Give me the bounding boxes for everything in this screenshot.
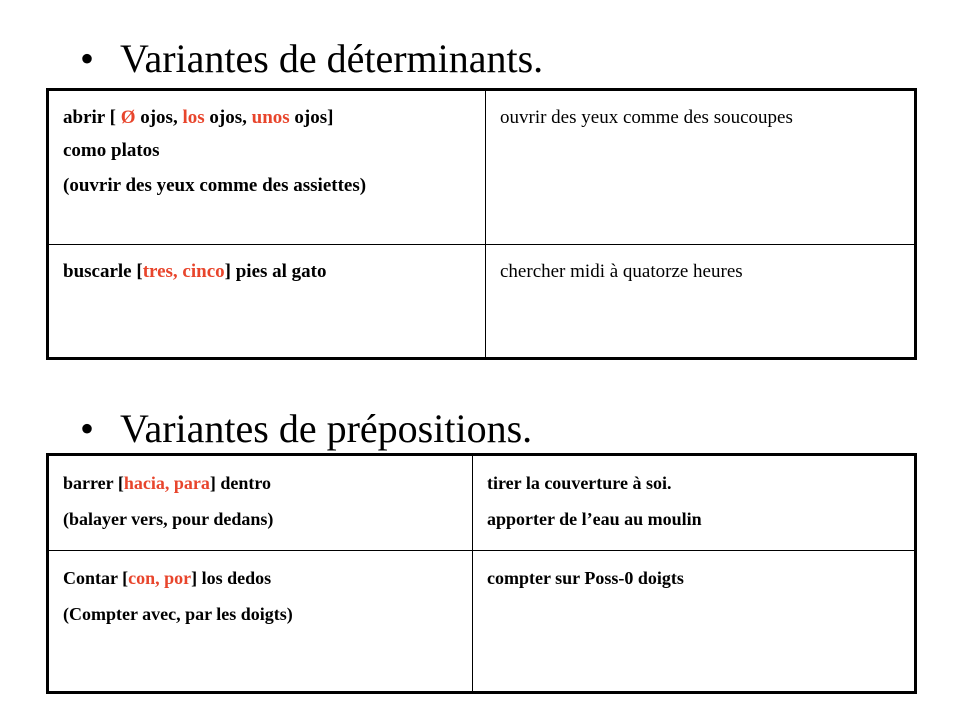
table-row (48, 455, 916, 551)
french-equivalent: chercher midi à quatorze heures (500, 261, 743, 282)
expression-text: como platos (63, 140, 160, 161)
french-equivalent: ouvrir des yeux comme des soucoupes (500, 107, 793, 128)
literal-translation: (Compter avec, par les doigts) (63, 604, 293, 624)
french-equivalent-cell (473, 455, 916, 551)
french-equivalent: tirer la couverture à soi. (487, 473, 672, 493)
prepositions-table (46, 453, 917, 694)
variant-highlight: con, por (128, 568, 192, 588)
french-equivalent-cell (486, 90, 916, 245)
bullet-icon: • (80, 406, 95, 451)
table-row (48, 245, 916, 359)
expression-text: buscarle [ (63, 261, 143, 282)
spanish-expression (63, 561, 460, 595)
expression-text: ] los dedos (191, 568, 272, 588)
variant-highlight: Ø (120, 107, 136, 128)
spanish-expression (63, 466, 460, 500)
expression-text: abrir [ (63, 107, 121, 128)
heading-determinants-text: Variantes de déterminants. (120, 36, 544, 81)
expression-text: barrer [ (63, 473, 124, 493)
literal-translation: (ouvrir des yeux comme des assiettes) (63, 175, 367, 196)
table-row (48, 551, 916, 693)
french-equivalent: apporter de l’eau au moulin (487, 509, 702, 529)
expression-text: ] dentro (209, 473, 271, 493)
literal-translation: (balayer vers, pour dedans) (63, 509, 274, 529)
variant-highlight: los (182, 107, 205, 128)
bullet-icon: • (80, 36, 95, 81)
french-equivalent-cell (473, 551, 916, 693)
spanish-expression-cell (48, 245, 486, 359)
spanish-expression (63, 255, 473, 288)
variant-highlight: tres, cinco (142, 261, 225, 282)
expression-text: Contar [ (63, 568, 129, 588)
variant-highlight: unos (251, 107, 290, 128)
determinants-table (46, 88, 917, 360)
spanish-expression-cell (48, 90, 486, 245)
spanish-expression-cell (48, 455, 473, 551)
expression-text: ojos, (204, 107, 252, 128)
french-equivalent-cell (486, 245, 916, 359)
heading-prepositions (80, 407, 532, 451)
heading-prepositions-text: Variantes de prépositions. (120, 406, 533, 451)
expression-text: ojos] (289, 107, 334, 128)
spanish-expression (63, 101, 473, 167)
expression-text: ojos, (135, 107, 183, 128)
variant-highlight: hacia, para (123, 473, 210, 493)
french-equivalent: compter sur Poss-0 doigts (487, 568, 684, 588)
table-row (48, 90, 916, 245)
spanish-expression-cell (48, 551, 473, 693)
heading-determinants (80, 37, 543, 81)
expression-text: ] pies al gato (224, 261, 327, 282)
